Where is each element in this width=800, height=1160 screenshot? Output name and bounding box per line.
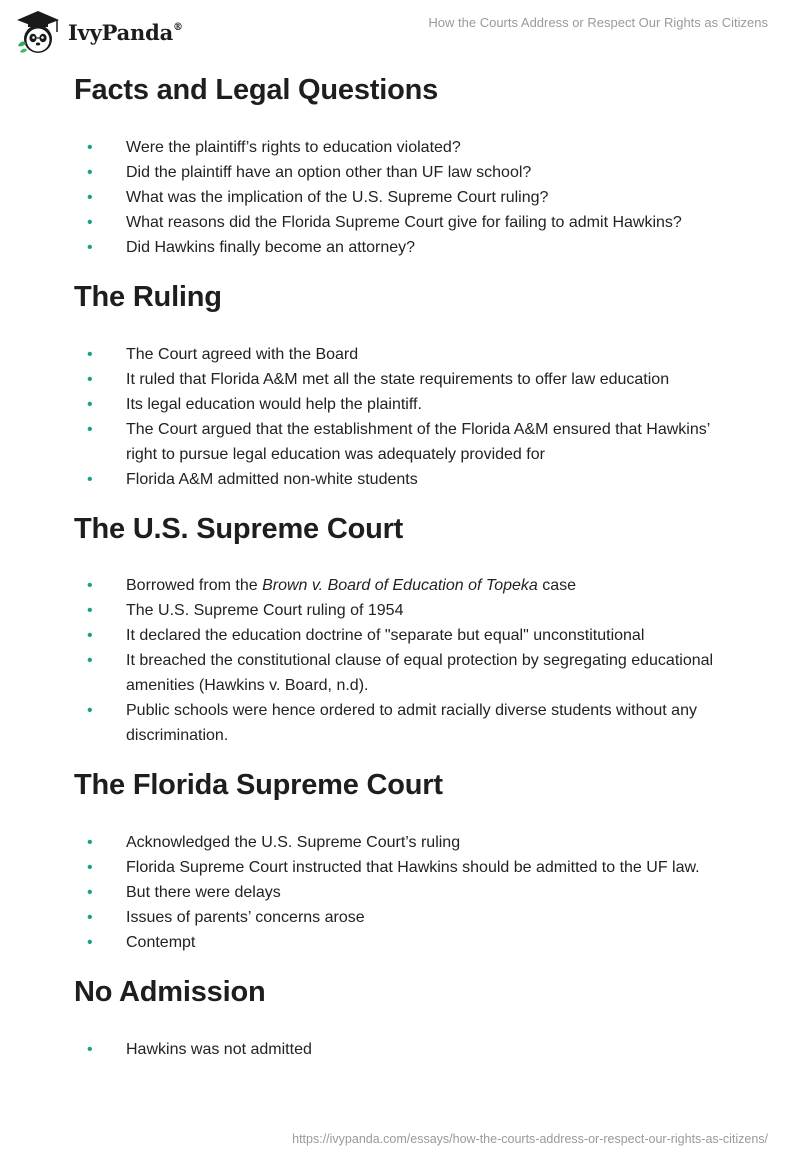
section-heading: The U.S. Supreme Court bbox=[74, 512, 404, 545]
list-item: • It ruled that Florida A&M met all the state requirements to offer law education bbox=[74, 367, 734, 392]
list-item: • Florida A&M admitted non-white students bbox=[74, 467, 734, 492]
bullet-icon: • bbox=[87, 859, 93, 877]
bullet-icon: • bbox=[87, 345, 93, 363]
section-the-ruling bbox=[74, 280, 734, 492]
list-item: • Did the plaintiff have an option other than UF law school? bbox=[74, 160, 734, 185]
section-florida-supreme-court bbox=[74, 768, 734, 955]
list-item: • The Court argued that the establishment of the Florida A&M ensured that Hawkins’ right to pursue legal education was adequately provided for bbox=[74, 417, 734, 467]
document-body bbox=[74, 70, 734, 1062]
section-heading: Facts and Legal Questions bbox=[74, 74, 439, 106]
bullet-icon: • bbox=[87, 627, 93, 645]
list-item: • But there were delays bbox=[74, 880, 734, 905]
bullet-icon: • bbox=[87, 602, 93, 620]
document-title: How the Courts Address or Respect Our Rights as Citizens bbox=[428, 15, 768, 30]
bullet-list bbox=[74, 573, 734, 748]
section-facts-legal-questions bbox=[74, 73, 734, 260]
bullet-icon: • bbox=[87, 652, 93, 670]
list-item: • What was the implication of the U.S. Supreme Court ruling? bbox=[74, 185, 734, 210]
bullet-icon: • bbox=[87, 163, 93, 181]
bullet-list bbox=[74, 1037, 734, 1062]
bullet-icon: • bbox=[87, 395, 93, 413]
list-item: • It declared the education doctrine of "separate but equal" unconstitutional bbox=[74, 623, 734, 648]
bullet-icon: • bbox=[87, 138, 93, 156]
bullet-list bbox=[74, 342, 734, 492]
list-item: • Borrowed from the Brown v. Board of Education of Topeka case bbox=[74, 573, 734, 598]
bullet-list bbox=[74, 830, 734, 955]
bullet-icon: • bbox=[87, 213, 93, 231]
list-item: • Contempt bbox=[74, 930, 734, 955]
bullet-icon: • bbox=[87, 370, 93, 388]
source-url[interactable]: https://ivypanda.com/essays/how-the-courts-address-or-respect-our-rights-as-citizens/ bbox=[292, 1132, 768, 1146]
section-heading: The Ruling bbox=[74, 280, 222, 313]
section-no-admission bbox=[74, 975, 734, 1062]
bullet-icon: • bbox=[87, 834, 93, 852]
page-header bbox=[0, 0, 800, 60]
list-item: • Its legal education would help the plaintiff. bbox=[74, 392, 734, 417]
list-item: • Acknowledged the U.S. Supreme Court’s ruling bbox=[74, 830, 734, 855]
bullet-icon: • bbox=[87, 420, 93, 438]
bullet-icon: • bbox=[87, 188, 93, 206]
panda-mortarboard-icon bbox=[14, 8, 62, 56]
list-item: • What reasons did the Florida Supreme Court give for failing to admit Hawkins? bbox=[74, 210, 734, 235]
brand-name: IvyPanda® bbox=[68, 19, 183, 45]
bullet-icon: • bbox=[87, 934, 93, 952]
bullet-icon: • bbox=[87, 470, 93, 488]
list-item: • The Court agreed with the Board bbox=[74, 342, 734, 367]
bullet-icon: • bbox=[87, 238, 93, 256]
bullet-icon: • bbox=[87, 884, 93, 902]
bullet-icon: • bbox=[87, 702, 93, 720]
case-citation: Brown v. Board of Education of Topeka bbox=[262, 577, 538, 595]
list-item: • Public schools were hence ordered to admit racially diverse students without any discrimination. bbox=[74, 698, 734, 748]
bullet-icon: • bbox=[87, 577, 93, 595]
bullet-icon: • bbox=[87, 909, 93, 927]
list-item: • It breached the constitutional clause of equal protection by segregating educational amenities (Hawkins v. Board, n.d). bbox=[74, 648, 734, 698]
list-item: • The U.S. Supreme Court ruling of 1954 bbox=[74, 598, 734, 623]
list-item: • Did Hawkins finally become an attorney? bbox=[74, 235, 734, 260]
ivypanda-logo[interactable] bbox=[14, 8, 183, 56]
section-us-supreme-court bbox=[74, 512, 734, 749]
section-heading: No Admission bbox=[74, 976, 266, 1009]
list-item: • Issues of parents’ concerns arose bbox=[74, 905, 734, 930]
list-item: • Florida Supreme Court instructed that Hawkins should be admitted to the UF law. bbox=[74, 855, 734, 880]
list-item: • Hawkins was not admitted bbox=[74, 1037, 734, 1062]
bullet-list bbox=[74, 135, 734, 260]
list-item: • Were the plaintiff’s rights to education violated? bbox=[74, 135, 734, 160]
bullet-icon: • bbox=[87, 1040, 93, 1058]
section-heading: The Florida Supreme Court bbox=[74, 769, 443, 802]
